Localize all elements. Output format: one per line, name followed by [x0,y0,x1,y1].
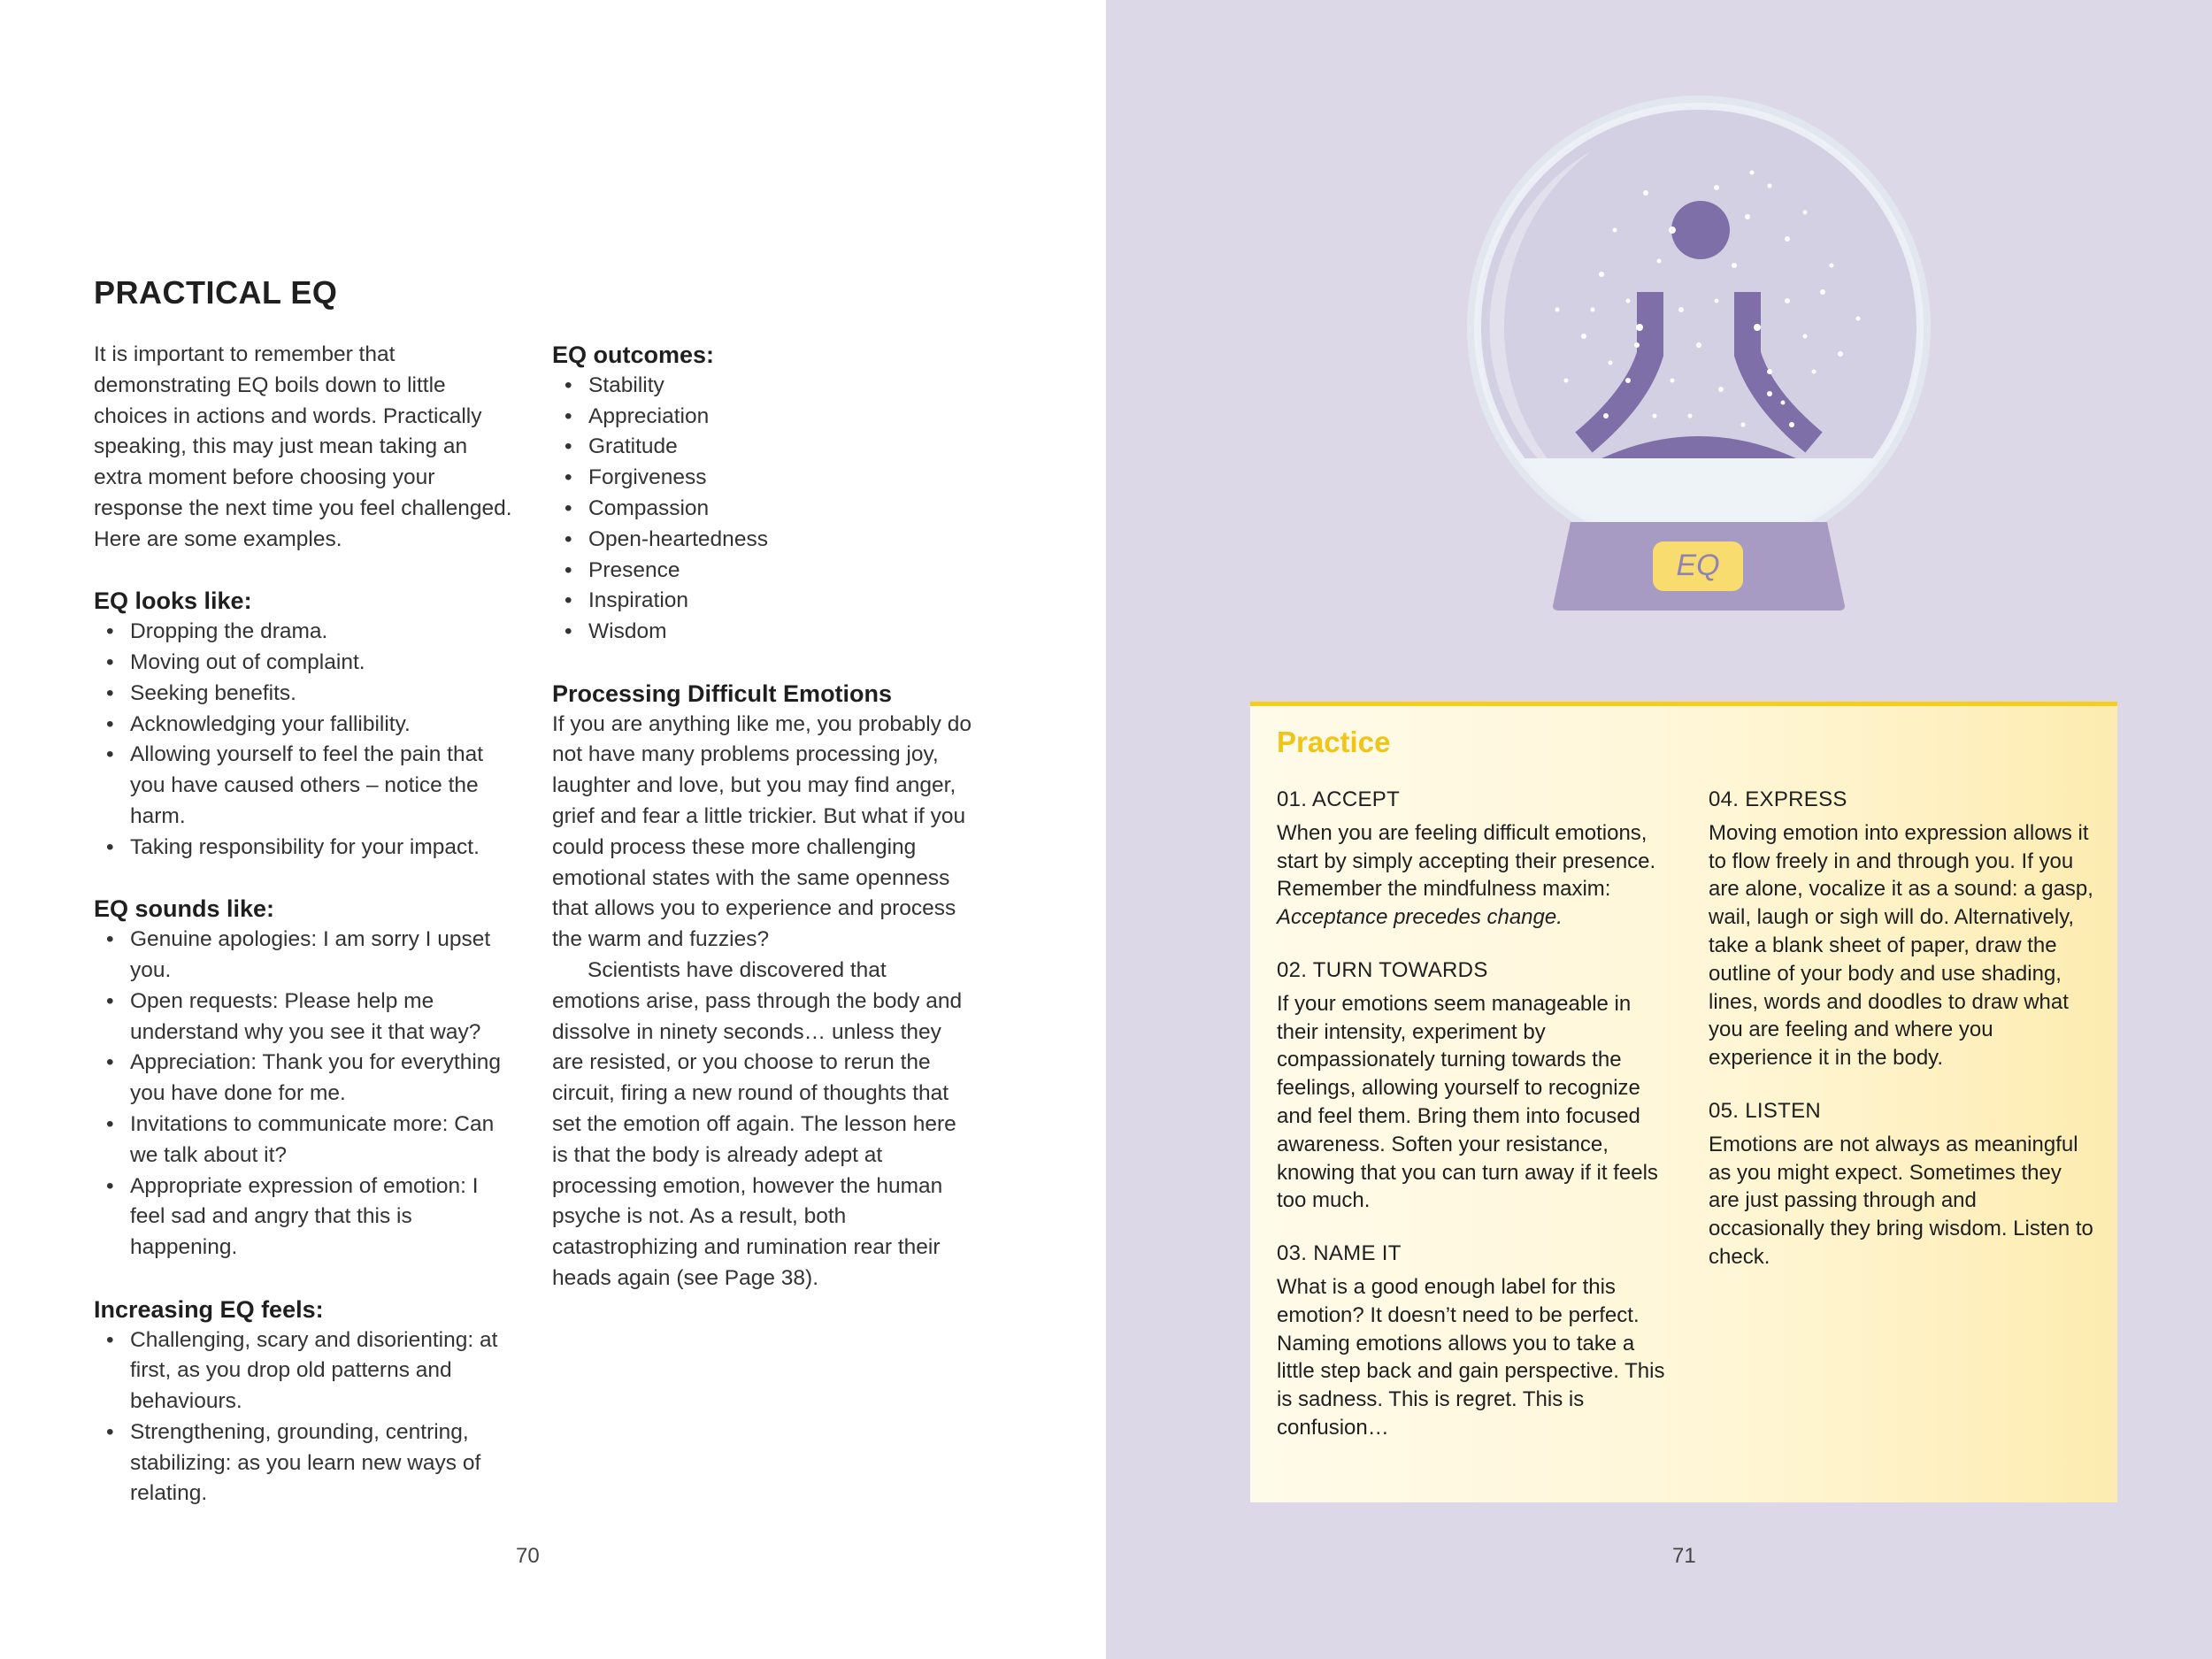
outcomes-list [552,371,977,648]
step-heading: 01. ACCEPT [1277,787,1401,811]
looks-like-heading: EQ looks like: [94,588,252,615]
list-item: • Appreciation: Thank you for everything you have done for me. [94,1048,518,1110]
list-item: • Open-heartedness [552,525,977,556]
list-item: • Inspiration [552,586,977,617]
practice-left-column [1277,786,1666,1442]
practice-title: Practice [1277,726,1391,758]
step-quote: Acceptance precedes change. [1277,905,1563,930]
right-column [552,340,977,1294]
snow-globe-illustration [1451,88,1947,619]
step-heading: 04. EXPRESS [1709,787,1847,811]
list-item: • Open requests: Please help me understand why you see it that way? [94,987,518,1048]
step-heading: 05. LISTEN [1709,1098,1822,1123]
processing-paragraph-2: Scientists have discovered that emotions arise, pass through the body and dissolve in ninety seconds… unless they are resisted, or you choose to rerun the circuit, firing a new round of thoughts that set the emotion off again. The lesson here is that the body is already adept at processing emotion, however the human psyche is not. As a result, both catastrophizing and rumination rear their heads again (see Page 38). [552,957,963,1290]
list-item: • Invitations to communicate more: Can we talk about it? [94,1110,518,1171]
list-item: • Appreciation [552,402,977,433]
list-item: • Compassion [552,494,977,525]
step-body: What is a good enough label for this emotion? It doesn’t need to be perfect. Naming emotions allows you to take a little step back and gain perspective. This is sadness. This is regret. This is confusion… [1277,1274,1665,1440]
step-body: Emotions are not always as meaningful as you might expect. Sometimes they are just passing through and occasionally they bring wisdom. Listen to check. [1709,1132,2093,1269]
right-page [1106,0,2212,1659]
step-body: If your emotions seem manageable in their intensity, experiment by compassionately turning towards the feelings, allowing yourself to recognize and feel them. Bring them into focused awareness. Soften your resistance, knowing that you can turn away if it feels too much. [1277,991,1658,1213]
feels-heading: Increasing EQ feels: [94,1295,324,1323]
sounds-like-list [94,925,518,1263]
step-body: Remember the mindfulness maxim: [1277,877,1611,902]
practice-right-column [1709,786,2098,1271]
left-column [94,340,518,1509]
outcomes-heading: EQ outcomes: [552,342,715,368]
list-item: • Stability [552,371,977,402]
step-heading: 02. TURN TOWARDS [1277,957,1488,982]
list-item: • Wisdom [552,617,977,648]
list-item: • Gratitude [552,432,977,463]
list-item: • Seeking benefits. [94,679,518,710]
page-number-left: 70 [516,1544,540,1568]
step-body: Moving emotion into expression allows it to flow freely in and through you. If you are alone, vocalize it as a sound: a gasp, wail, laugh or sigh will do. Alternatively, take a blank sheet of paper, draw the outline of your body and use shading, lines, words and doodles to draw what you are feeling and where you experience it in the body. [1709,820,2093,1071]
globe-label: EQ [1676,549,1720,582]
list-item: • Forgiveness [552,463,977,494]
list-item: • Genuine apologies: I am sorry I upset you. [94,925,518,987]
looks-like-list [94,617,518,863]
sounds-like-heading: EQ sounds like: [94,895,275,923]
processing-heading: Processing Difficult Emotions [552,680,893,707]
list-item: • Moving out of complaint. [94,648,518,679]
feels-list [94,1325,518,1510]
practice-box [1250,702,2117,1502]
page-number-right: 71 [1672,1544,1696,1568]
step-heading: 03. NAME IT [1277,1241,1402,1266]
list-item: • Appropriate expression of emotion: I feel sad and angry that this is happening. [94,1171,518,1263]
list-item: • Challenging, scary and disorienting: at first, as you drop old patterns and behaviours. [94,1325,518,1417]
list-item: • Acknowledging your fallibility. [94,710,518,741]
list-item: • Taking responsibility for your impact. [94,833,518,864]
list-item: • Presence [552,556,977,587]
page-title: PRACTICAL EQ [94,274,338,311]
list-item: • Allowing yourself to feel the pain that you have caused others – notice the harm. [94,740,518,832]
step-body: When you are feeling difficult emotions, start by simply accepting their presence. [1277,820,1656,873]
list-item: • Dropping the drama. [94,617,518,648]
intro-paragraph: It is important to remember that demonstrating EQ boils down to little choices in actions and words. Practically speaking, this may just mean taking an extra moment before choosing your response the next time you feel challenged. Here are some examples. [94,342,512,551]
processing-paragraph-1: If you are anything like me, you probably do not have many problems processing joy, laughter and love, but you may find anger, grief and fear a little trickier. But what if you could process these more challenging emotional states with the same openness that allows you to experience and process the warm and fuzzies? [552,711,972,952]
list-item: • Strengthening, grounding, centring, stabilizing: as you learn new ways of relating. [94,1417,518,1509]
